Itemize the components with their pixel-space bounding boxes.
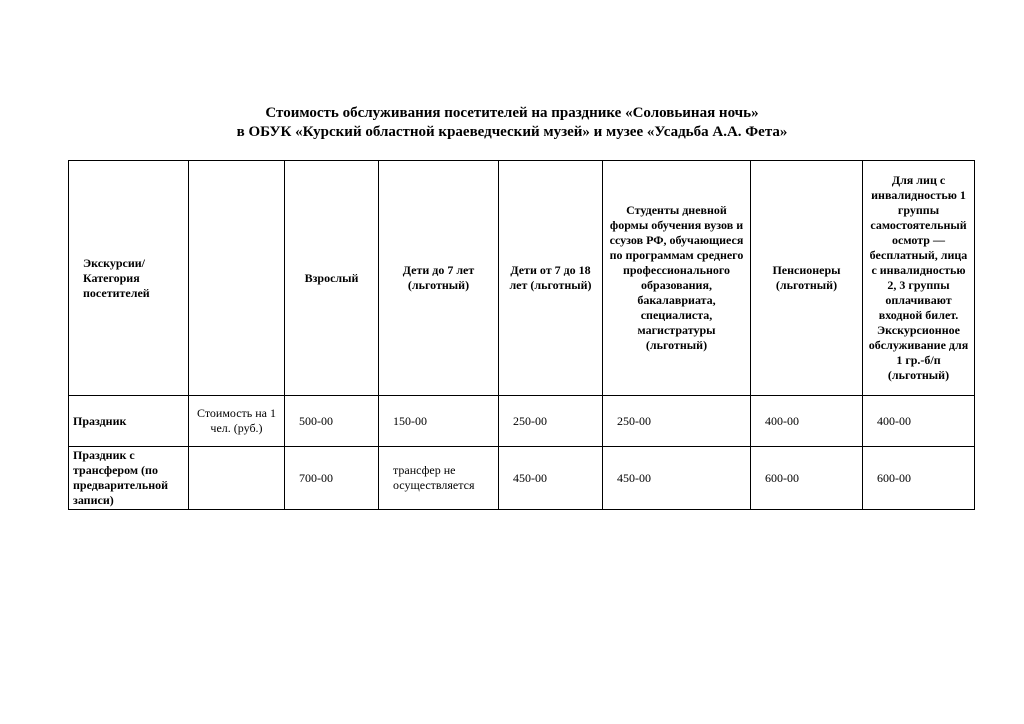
header-unit — [189, 161, 285, 396]
header-students: Студенты дневной формы обучения вузов и ссузов РФ, обучающиеся по программам среднего профессионального образования, бакалавриата, специалиста, магистратуры (льготный) — [603, 161, 751, 396]
document-title — [0, 104, 1024, 142]
price-children-under-7: трансфер не осуществляется — [379, 447, 499, 510]
price-students: 450-00 — [603, 447, 751, 510]
row-unit — [189, 447, 285, 510]
header-disabled: Для лиц с инвалидностью 1 группы самостоятельный осмотр — бесплатный, лица с инвалидностью 2, 3 группы оплачивают входной билет. Экскурсионное обслуживание для 1 гр.-б/п (льготный) — [863, 161, 975, 396]
price-pensioners: 400-00 — [751, 396, 863, 447]
title-line-2: в ОБУК «Курский областной краеведческий музей» и музее «Усадьба А.А. Фета» — [236, 124, 788, 140]
price-children-under-7: 150-00 — [379, 396, 499, 447]
header-category: Экскурсии/ Категория посетителей — [69, 161, 189, 396]
title-line-1: Стоимость обслуживания посетителей на празднике «Соловьиная ночь» — [265, 105, 759, 121]
header-adult: Взрослый — [285, 161, 379, 396]
price-table — [68, 160, 975, 510]
price-pensioners: 600-00 — [751, 447, 863, 510]
price-children-7-18: 450-00 — [499, 447, 603, 510]
price-disabled: 600-00 — [863, 447, 975, 510]
row-name: Праздник — [69, 396, 189, 447]
row-unit: Стоимость на 1 чел. (руб.) — [189, 396, 285, 447]
price-children-7-18: 250-00 — [499, 396, 603, 447]
table-header-row — [69, 161, 975, 396]
price-students: 250-00 — [603, 396, 751, 447]
price-adult: 700-00 — [285, 447, 379, 510]
price-disabled: 400-00 — [863, 396, 975, 447]
table-row — [69, 396, 975, 447]
row-name: Праздник с трансфером (по предварительной записи) — [69, 447, 189, 510]
header-children-under-7: Дети до 7 лет (льготный) — [379, 161, 499, 396]
header-children-7-18: Дети от 7 до 18 лет (льготный) — [499, 161, 603, 396]
table-row — [69, 447, 975, 510]
header-pensioners: Пенсионеры (льготный) — [751, 161, 863, 396]
price-adult: 500-00 — [285, 396, 379, 447]
